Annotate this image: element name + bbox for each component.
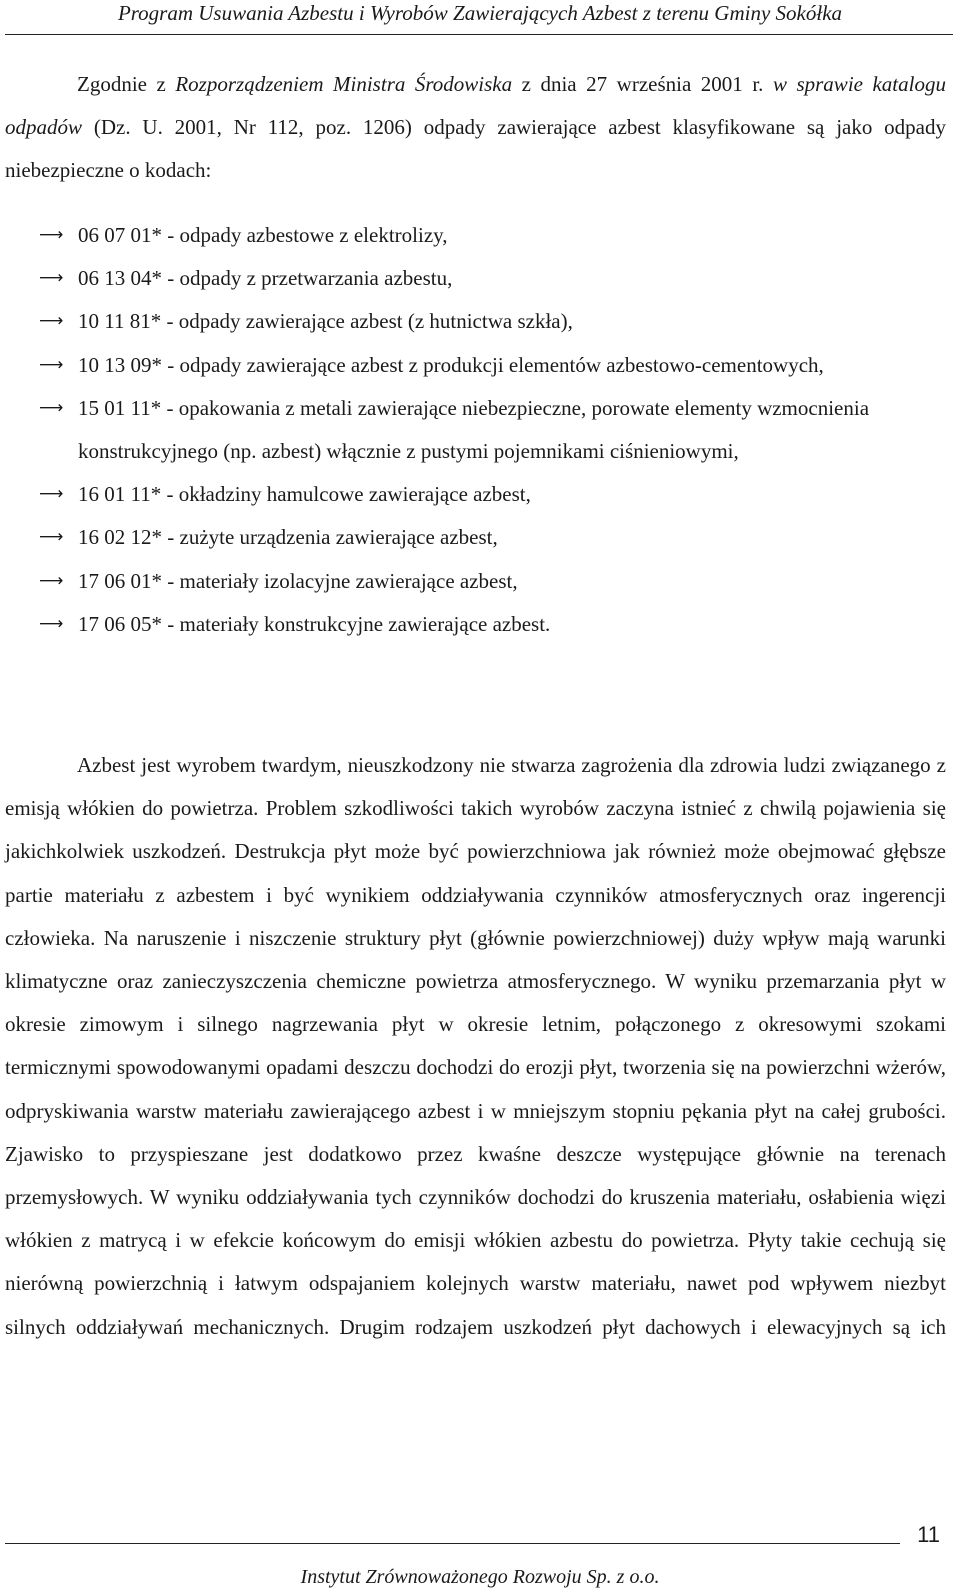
list-item xyxy=(5,473,946,516)
intro-lead: Zgodnie z xyxy=(77,72,176,96)
waste-code-text: 10 13 09* - odpady zawierające azbest z produkcji elementów azbestowo-cementowych, xyxy=(78,352,824,377)
arrow-right-icon: ⟶ xyxy=(39,225,64,245)
arrow-right-icon: ⟶ xyxy=(39,613,64,634)
regulation-topic: w sprawie katalogu odpadów xyxy=(5,72,946,140)
page-number: 11 xyxy=(917,1522,940,1547)
arrow-right-icon: ⟶ xyxy=(39,484,64,505)
body-paragraph: Azbest jest wyrobem twardym, nieuszkodzony nie stwarza zagrożenia dla zdrowia ludzi związanego z emisją włókien do powietrza. Problem szkodliwości takich wyrobów zaczyna istnieć z chwilą pojawienia się jakichkolwiek uszkodzeń. Destrukcja płyt może być powierzchniowa jak również może obejmować głębsze partie materiału z azbestem i być wynikiem oddziaływania czynników atmosferycznych oraz ingerencji człowieka. Na naruszenie i niszczenie struktury płyt (głównie powierzchniowej) duży wpływ mają warunki klimatyczne oraz zanieczyszczenia chemiczne powietrza atmosferycznego. W wyniku przemarzania płyt w okresie zimowym i silnego nagrzewania płyt w okresie letnim, połączonego z okresowymi szokami termicznymi spowodowanymi opadami deszczu dochodzi do erozji płyt, tworzenia się na powierzchni wżerów, odpryskiwania warstw materiału zawierającego azbest i w mniejszym stopniu pękania płyt na całej grubości. Zjawisko to przyspieszane jest dodatkowo przez kwaśne deszcze występujące głównie na terenach przemysłowych. W wyniku oddziaływania tych czynników dochodzi do kruszenia materiału, osłabienia więzi włókien z matrycą i w efekcie końcowym do emisji włókien azbestu do powietrza. Płyty takie cechują się nierówną powierzchnią i łatwym odspajaniem kolejnych warstw materiału, nawet pod wpływem niezbyt silnych oddziaływań mechanicznych. Drugim rodzajem uszkodzeń płyt dachowych i elewacyjnych są ich xyxy=(5,753,946,1339)
arrow-right-icon: ⟶ xyxy=(39,268,64,289)
footer-institute: Instytut Zrównoważonego Rozwoju Sp. z o.o. xyxy=(300,1566,660,1588)
intro-mid: z dnia 27 września 2001 r. xyxy=(512,72,773,96)
list-item xyxy=(5,257,946,300)
list-item xyxy=(5,603,946,646)
header-divider xyxy=(5,34,953,35)
waste-code-text: 10 11 81* - odpady zawierające azbest (z hutnictwa szkła), xyxy=(78,309,573,334)
waste-code-text: 17 06 01* - materiały izolacyjne zawierające azbest, xyxy=(78,568,518,593)
list-item xyxy=(5,300,946,343)
waste-code-text: 16 01 11* - okładziny hamulcowe zawierające azbest, xyxy=(78,482,531,507)
waste-code-text: 15 01 11* - opakowania z metali zawierające niebezpieczne, porowate elementy wzmocnienia konstrukcyjnego (np. azbest) włącznie z pustymi pojemnikami ciśnieniowymi, xyxy=(78,395,870,464)
waste-code-text: 06 13 04* - odpady z przetwarzania azbestu, xyxy=(78,266,453,291)
list-item xyxy=(5,344,946,387)
waste-code-list xyxy=(5,214,946,646)
list-item xyxy=(5,560,946,603)
waste-code-text: 06 07 01* - odpady azbestowe z elektrolizy, xyxy=(78,223,448,247)
arrow-right-icon: ⟶ xyxy=(39,354,64,375)
arrow-right-icon: ⟶ xyxy=(39,570,64,591)
footer-divider xyxy=(5,1543,900,1544)
list-item xyxy=(5,516,946,559)
intro-tail: (Dz. U. 2001, Nr 112, poz. 1206) odpady zawierające azbest klasyfikowane są jako odpady niebezpieczne o kodach: xyxy=(5,115,946,183)
arrow-right-icon: ⟶ xyxy=(39,527,64,548)
arrow-right-icon: ⟶ xyxy=(39,397,64,418)
list-item xyxy=(5,387,946,473)
waste-code-text: 17 06 05* - materiały konstrukcyjne zawierające azbest. xyxy=(78,611,551,636)
intro-paragraph xyxy=(5,63,946,193)
arrow-right-icon: ⟶ xyxy=(39,311,64,332)
page-header-title: Program Usuwania Azbestu i Wyrobów Zawierających Azbest z terenu Gminy Sokółka xyxy=(117,1,843,25)
list-item xyxy=(5,214,946,257)
waste-code-text: 16 02 12* - zużyte urządzenia zawierające azbest, xyxy=(78,525,498,550)
regulation-title: Rozporządzeniem Ministra Środowiska xyxy=(175,72,513,96)
